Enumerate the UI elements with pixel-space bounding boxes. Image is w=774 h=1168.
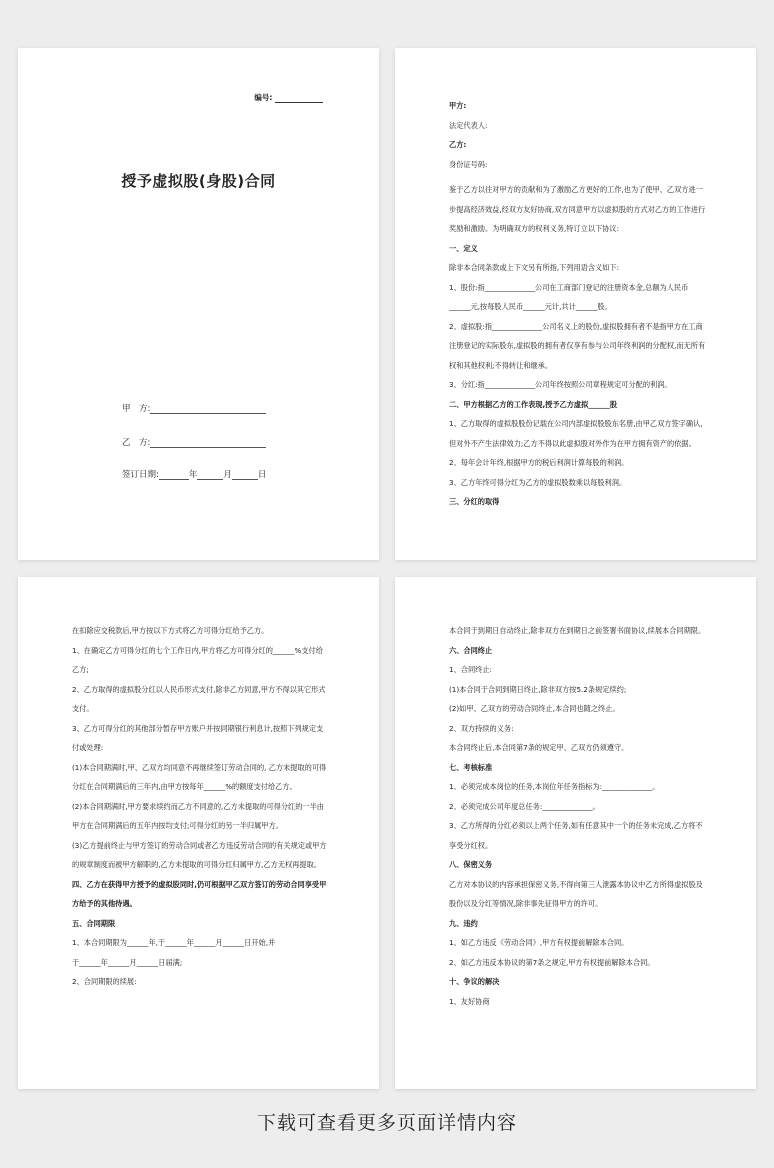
paragraph: 在扣除应交税款后,甲方按以下方式将乙方可得分红给予乙方。 <box>72 626 269 635</box>
year-blank <box>159 470 189 480</box>
paragraph: 除非本合同条款或上下文另有所指,下列用语含义如下: <box>449 263 620 272</box>
paragraph: 3、分红:指______________公司年终按照公司章程规定可分配的利润。 <box>449 380 672 389</box>
paragraph: 2、如乙方违反本协议的第7条之规定,甲方有权提前解除本合同。 <box>449 957 655 967</box>
paragraph: 2、必须完成公司年度总任务:______________。 <box>449 801 600 811</box>
party-a-label: 甲 方: <box>122 404 151 414</box>
document-page-2 <box>395 48 756 560</box>
page-2-body <box>449 96 706 512</box>
contract-title: 授予虚拟股(身股)合同 <box>121 172 276 190</box>
party-a-blank <box>150 404 266 414</box>
day-blank <box>232 470 258 480</box>
section-heading: 六、合同终止 <box>449 645 493 655</box>
section-heading: 四、乙方在获得甲方授予的虚拟股同时,仍可根据甲乙双方签订的劳动合同享受甲方给予的其他待遇。 <box>72 879 327 908</box>
paragraph: 1、乙方取得的虚拟股股份记载在公司内部虚拟股股东名册,由甲乙双方签字确认,但对外不产生法律效力;乙方不得以此虚拟股对外作为在甲方拥有资产的依据。 <box>449 419 703 448</box>
section-heading: 八、保密义务 <box>449 860 493 869</box>
paragraph: 3、乙方年终可得分红为乙方的虚拟股数乘以每股利润。 <box>449 477 627 487</box>
page-4-body <box>449 621 706 1011</box>
document-page-4 <box>395 577 756 1089</box>
paragraph: 身份证号码: <box>449 159 488 169</box>
paragraph: 1、如乙方违反《劳动合同》,甲方有权提前解除本合同。 <box>449 938 629 947</box>
contract-number <box>254 92 323 103</box>
paragraph: (2)如甲、乙双方的劳动合同终止,本合同也随之终止。 <box>449 704 620 713</box>
paragraph: 2、合同期限的续展: <box>72 977 137 986</box>
page-3-body <box>72 621 329 992</box>
paragraph: 法定代表人: <box>449 120 488 130</box>
paragraph: 1、在确定乙方可得分红的七个工作日内,甲方将乙方可得分红的______%支付给乙方; <box>72 645 323 674</box>
year-label: 年 <box>188 470 198 480</box>
document-page-1 <box>18 48 379 560</box>
section-heading: 十、争议的解决 <box>449 977 500 986</box>
signing-date-label: 签订日期: <box>122 470 159 480</box>
day-label: 日 <box>257 470 267 480</box>
section-heading: 七、考核标准 <box>449 762 493 772</box>
signing-date-line <box>122 468 266 480</box>
paragraph: 1、股份:指______________公司在工商部门登记的注册资本金,总额为人民币______元,按每股人民币______元计,共计______股。 <box>449 282 689 311</box>
paragraph: 2、乙方取得的虚拟股分红以人民币形式支付,除非乙方同意,甲方不得以其它形式支付。 <box>72 684 326 713</box>
section-heading: 五、合同期限 <box>72 918 116 928</box>
paragraph: 于______年______月______日届满; <box>72 957 183 967</box>
paragraph: 1、本合同期限为______年,于______年______月______日开始,并 <box>72 938 276 947</box>
paragraph: (3)乙方提前终止与甲方签订的劳动合同或者乙方违反劳动合同的有关规定或甲方的规章制度而被甲方解职的,乙方未提取的可得分红归属甲方,乙方无权再提取。 <box>72 840 327 869</box>
contract-number-blank <box>275 94 323 103</box>
party-b-blank <box>150 438 266 448</box>
paragraph: 2、虚拟股:指______________公司名义上的股份,虚拟股拥有者不是指甲方在工商注册登记的实际股东,虚拟股的拥有者仅享有参与公司年终利润的分配权,而无所有权和其他权利;不得转让和继承。 <box>449 321 706 370</box>
party-a-signature-line <box>122 402 266 414</box>
month-label: 月 <box>223 470 232 480</box>
paragraph: 3、乙方所得的分红必须以上两个任务,如有任意其中一个的任务未完成,乙方将不享受分红权。 <box>449 821 703 850</box>
party-b-label: 乙 方: <box>122 438 151 448</box>
paragraph: (2)本合同期满时,甲方要求续约而乙方不同意的,乙方未提取的可得分红的一半由甲方在合同期满后的五年内按均支付;可得分红的另一半归属甲方。 <box>72 801 324 830</box>
month-blank <box>197 470 223 480</box>
download-caption: 下载可查看更多页面详情内容 <box>256 1112 517 1134</box>
section-heading: 乙方: <box>449 140 467 149</box>
paragraph: 本合同终止后,本合同第7条的规定甲、乙双方仍须遵守。 <box>449 743 629 752</box>
paragraph: 1、友好协商 <box>449 996 490 1006</box>
paragraph: 鉴于乙方以往对甲方的贡献和为了激励乙方更好的工作,也为了使甲、乙双方进一步提高经济效益,经双方友好协商,双方同意甲方以虚拟股的方式对乙方的工作进行奖励和激励。为明确双方的权利义务,特订立以下协议: <box>449 185 706 233</box>
paragraph: 3、乙方可得分红的其他部分暂存甲方账户并按同期银行利息计,按照下列规定支付或处理: <box>72 723 324 752</box>
section-heading: 甲方: <box>449 101 467 110</box>
paragraph: 2、双方持续的义务: <box>449 723 514 733</box>
section-heading: 三、分红的取得 <box>449 497 500 506</box>
contract-number-label: 编号: <box>254 93 273 102</box>
paragraph: (1)本合同期满时,甲、乙双方均同意不再继续签订劳动合同的, 乙方未提取的可得分红在合同期满后的三年内,由甲方按每年______%的额度支付给乙方。 <box>72 762 327 791</box>
paragraph: 本合同于到期日自动终止,除非双方在到期日之前签署书面协议,续展本合同期限。 <box>449 626 706 635</box>
section-heading: 二、甲方根据乙方的工作表现,授予乙方虚拟______股 <box>449 399 618 409</box>
paragraph: 乙方对本协议的内容承担保密义务,不得向第三人泄露本协议中乙方所得虚拟股及股份以及分红等情况,除非事先征得甲方的许可。 <box>449 879 703 908</box>
party-b-signature-line <box>122 436 266 448</box>
section-heading: 一、定义 <box>449 243 478 253</box>
paragraph: (1)本合同于合同到期日终止,除非双方按5.2条规定续约; <box>449 684 627 694</box>
document-page-3 <box>18 577 379 1089</box>
paragraph: 1、必须完成本岗位的任务,本岗位年任务指标为:______________。 <box>449 782 660 791</box>
paragraph: 1、合同终止: <box>449 665 492 674</box>
section-heading: 九、违约 <box>449 918 478 928</box>
paragraph: 2、每年会计年终,根据甲方的税后利润计算每股的利润。 <box>449 458 629 467</box>
